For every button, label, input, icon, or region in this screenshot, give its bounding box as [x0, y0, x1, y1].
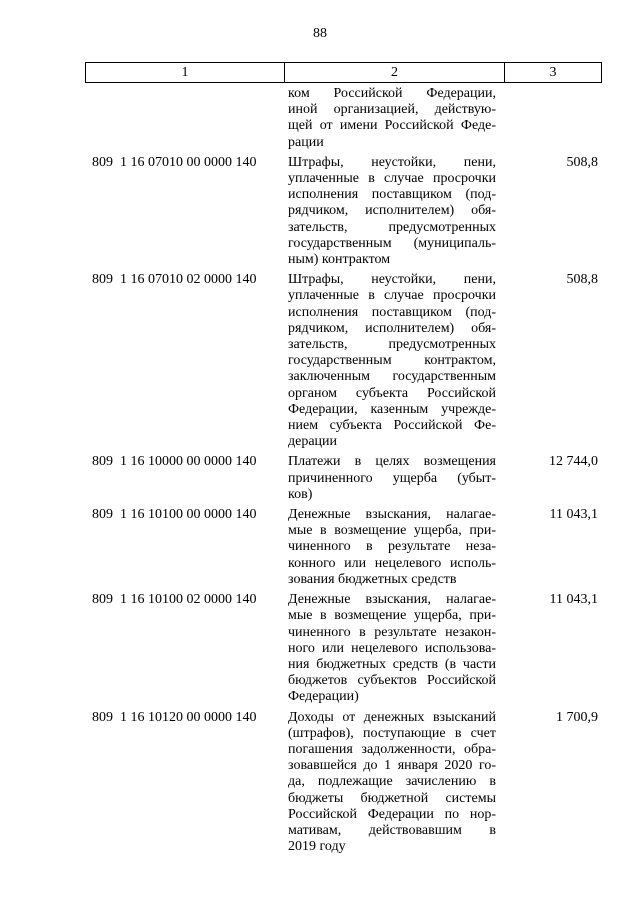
amount: 11 043,1	[549, 592, 598, 608]
description-line: Федерации)	[288, 689, 359, 705]
description-line: Доходы от денежных взысканий	[288, 709, 496, 725]
description-line: мые в возмещение ущерба, при-	[288, 523, 496, 539]
description-line: органом субъекта Российской	[288, 385, 496, 401]
budget-classification-code: 1 16 07010 02 0000 140	[120, 272, 257, 288]
amount: 508,8	[566, 272, 598, 288]
description-line: рядчиком, исполнителем) обя-	[288, 320, 496, 336]
column-header-3: 3	[549, 65, 557, 80]
description-line: (штрафов), поступающие в счет	[288, 725, 496, 741]
column-header-2: 2	[285, 63, 505, 82]
description-line: ков)	[288, 486, 313, 502]
description-line: рации	[288, 134, 324, 150]
description-line: Денежные взыскания, налагае-	[288, 507, 496, 523]
description-line: Штрафы, неустойки, пени,	[288, 154, 496, 170]
amount: 12 744,0	[549, 454, 598, 470]
description-line: заключенным государственным	[288, 369, 496, 385]
description-line: причиненного ущерба (убыт-	[288, 470, 496, 486]
description-line: ного или нецелевого использова-	[288, 640, 496, 656]
page-number: 88	[313, 26, 327, 41]
amount: 11 043,1	[549, 507, 598, 523]
description-line: зования бюджетных средств	[288, 571, 457, 587]
description-line: зовавшейся до 1 января 2020 го-	[288, 758, 496, 774]
description-line: исполнения поставщиком (под-	[288, 304, 496, 320]
admin-code: 809	[92, 709, 113, 725]
income-description	[288, 155, 496, 268]
amount: 1 700,9	[556, 709, 598, 725]
admin-code: 809	[92, 592, 113, 608]
description-line: чиненного в результате незакон-	[288, 624, 496, 640]
description-line: мые в возмещение ущерба, при-	[288, 608, 496, 624]
description-line: ния бюджетных средств (в части	[288, 656, 496, 672]
income-description	[288, 592, 496, 705]
description-line: исполнения поставщиком (под-	[288, 187, 496, 203]
description-line: государственным контрактом,	[288, 353, 496, 369]
description-line: Платежи в целях возмещения	[288, 454, 496, 470]
budget-classification-code: 1 16 10100 00 0000 140	[120, 507, 257, 523]
budget-classification-code: 1 16 10100 02 0000 140	[120, 592, 257, 608]
description-line: иной организацией, действую-	[288, 102, 496, 118]
description-line: нием субъекта Российской Фе-	[288, 418, 496, 434]
description-line: ком Российской Федерации,	[288, 86, 496, 101]
description-line: Штрафы, неустойки, пени,	[288, 272, 496, 288]
table-row	[92, 592, 598, 705]
continuation-row	[92, 86, 598, 151]
table-row	[92, 507, 598, 588]
description-line: конного или нецелевого исполь-	[288, 555, 496, 571]
description-line: рядчиком, исполнителем) обя-	[288, 203, 496, 219]
admin-code: 809	[92, 454, 113, 470]
admin-code: 809	[92, 154, 113, 170]
description-line: зательств, предусмотренных	[288, 219, 496, 235]
budget-classification-code: 1 16 10120 00 0000 140	[120, 709, 257, 725]
description-line: государственным (муниципаль-	[288, 235, 496, 251]
income-description	[288, 272, 496, 450]
description-line: Денежные взыскания, налагае-	[288, 592, 496, 608]
description-line: Федерации, казенным учрежде-	[288, 401, 496, 417]
income-description	[288, 454, 496, 503]
description-line: щей от имени Российской Феде-	[288, 118, 496, 134]
column-header-row	[85, 62, 602, 83]
table-body	[92, 86, 598, 859]
description-line: зательств, предусмотренных	[288, 337, 496, 353]
continuation-description	[288, 86, 496, 151]
description-line: ным) контрактом	[288, 252, 391, 268]
table-row	[92, 710, 598, 856]
budget-classification-code: 1 16 10000 00 0000 140	[120, 454, 257, 470]
column-header-1: 1	[86, 63, 285, 82]
income-description	[288, 507, 496, 588]
description-line: погашения задолженности, обра-	[288, 741, 496, 757]
description-line: уплаченные в случае просрочки	[288, 288, 496, 304]
description-line: мативам, действовавшим в	[288, 822, 496, 838]
description-line: дерации	[288, 434, 338, 450]
description-line: Российской Федерации по нор-	[288, 806, 496, 822]
description-line: 2019 году	[288, 839, 346, 855]
admin-code: 809	[92, 507, 113, 523]
description-line: да, подлежащие зачислению в	[288, 774, 496, 790]
description-line: уплаченные в случае просрочки	[288, 171, 496, 187]
budget-classification-code: 1 16 07010 00 0000 140	[120, 154, 257, 170]
table-row	[92, 155, 598, 268]
description-line: чиненного в результате неза-	[288, 539, 496, 555]
description-line: бюджетов субъектов Российской	[288, 673, 496, 689]
admin-code: 809	[92, 272, 113, 288]
table-row	[92, 272, 598, 450]
table-row	[92, 454, 598, 503]
description-line: бюджеты бюджетной системы	[288, 790, 496, 806]
income-description	[288, 710, 496, 856]
amount: 508,8	[566, 154, 598, 170]
